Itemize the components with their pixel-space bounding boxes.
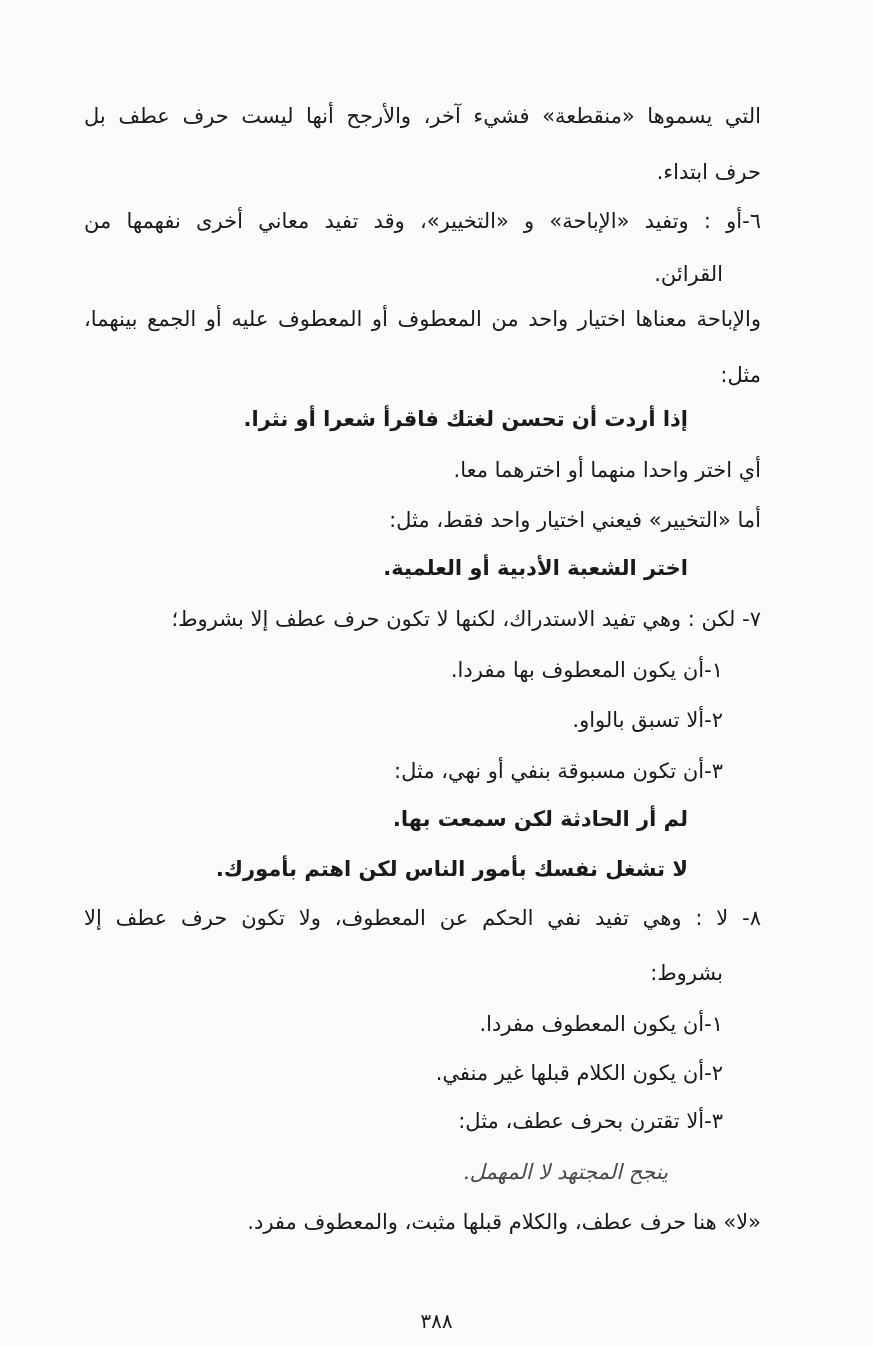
page-number: ٣٨٨ xyxy=(420,1309,453,1333)
text-line: حرف ابتداء. xyxy=(656,160,761,184)
condition-item: ٣-ألا تقترن بحرف عطف، مثل: xyxy=(458,1109,723,1133)
text-line: «لا» هنا حرف عطف، والكلام قبلها مثبت، والمعطوف مفرد. xyxy=(247,1210,761,1234)
example-sentence: اختر الشعبة الأدبية أو العلمية. xyxy=(383,556,688,580)
text-line: مثل: xyxy=(720,363,761,387)
example-sentence: ينجح المجتهد لا المهمل. xyxy=(462,1160,668,1184)
text-line: ٦-أو : وتفيد «الإباحة» و «التخيير»، وقد تفيد معاني أخرى نفهمها من xyxy=(84,209,761,233)
text-line: بشروط: xyxy=(650,961,723,985)
text-line: أي اختر واحدا منهما أو اخترهما معا. xyxy=(453,458,761,482)
text-line: ٧- لكن : وهي تفيد الاستدراك، لكنها لا تكون حرف عطف إلا بشروط؛ xyxy=(171,607,761,631)
condition-item: ١-أن يكون المعطوف بها مفردا. xyxy=(450,658,723,682)
example-sentence: لم أر الحادثة لكن سمعت بها. xyxy=(392,807,688,831)
text-line: التي يسموها «منقطعة» فشيء آخر، والأرجح أنها ليست حرف عطف بل xyxy=(84,104,761,128)
condition-item: ١-أن يكون المعطوف مفردا. xyxy=(479,1012,723,1036)
text-line: والإباحة معناها اختيار واحد من المعطوف أو المعطوف عليه أو الجمع بينهما، xyxy=(84,307,761,331)
condition-item: ٢-أن يكون الكلام قبلها غير منفي. xyxy=(435,1061,723,1085)
text-line: القرائن. xyxy=(654,262,723,286)
condition-item: ٣-أن تكون مسبوقة بنفي أو نهي، مثل: xyxy=(394,759,723,783)
condition-item: ٢-ألا تسبق بالواو. xyxy=(572,708,723,732)
text-line: ٨- لا : وهي تفيد نفي الحكم عن المعطوف، ولا تكون حرف عطف إلا xyxy=(84,906,761,930)
example-sentence: لا تشغل نفسك بأمور الناس لكن اهتم بأمورك. xyxy=(215,857,688,881)
example-sentence: إذا أردت أن تحسن لغتك فاقرأ شعرا أو نثرا. xyxy=(243,407,688,431)
text-line: أما «التخيير» فيعني اختيار واحد فقط، مثل: xyxy=(389,508,761,532)
